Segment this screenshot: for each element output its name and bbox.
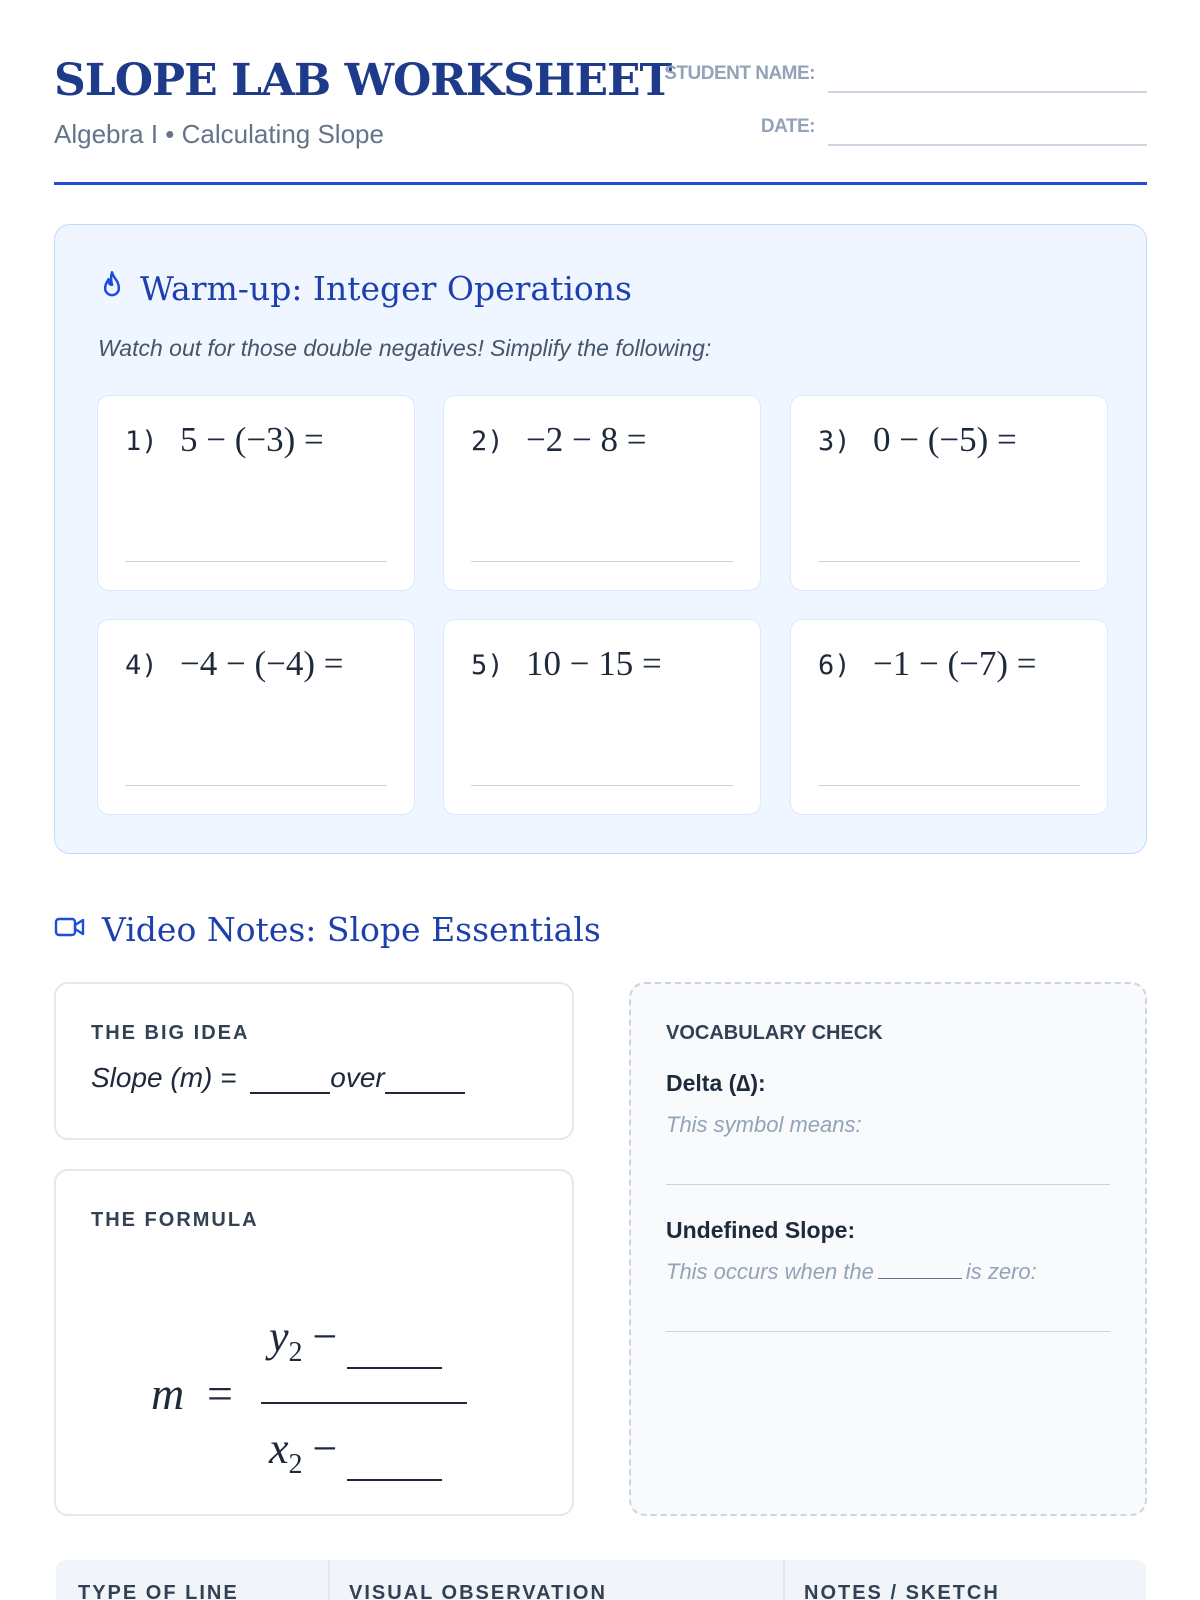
undefined-hint-end: is zero:: [965, 1259, 1037, 1284]
formula-x-subscript: 2: [288, 1448, 303, 1480]
answer-line[interactable]: [125, 785, 387, 786]
flame-icon: [98, 270, 126, 307]
line-types-table-header: [56, 1560, 1146, 1600]
problem-expression: −4 − (−4) =: [180, 644, 344, 683]
undefined-inline-blank[interactable]: [878, 1259, 962, 1279]
problem-expression: 0 − (−5) =: [873, 420, 1017, 459]
formula-x: x: [269, 1424, 289, 1473]
problem-card: [790, 395, 1108, 591]
column-divider: [328, 1560, 330, 1600]
problem-card: [97, 395, 415, 591]
page-subtitle: Algebra I • Calculating Slope: [54, 119, 384, 149]
big-idea-sentence: [91, 1062, 465, 1094]
video-camera-icon: [54, 915, 86, 944]
problem-expression: −1 − (−7) =: [873, 644, 1037, 683]
warmup-title: Warm-up: Integer Operations: [140, 269, 632, 308]
column-header-notes: NOTES / SKETCH: [804, 1582, 1000, 1600]
big-idea-prefix: Slope (m) =: [91, 1062, 245, 1093]
worksheet-header: [54, 55, 1147, 185]
big-idea-over: over: [330, 1062, 385, 1093]
problem-number: 1): [125, 426, 158, 457]
formula-label: THE FORMULA: [91, 1209, 259, 1231]
column-divider: [783, 1560, 785, 1600]
student-name-field[interactable]: [828, 91, 1147, 93]
column-header-type: TYPE OF LINE: [78, 1582, 239, 1600]
problem-number: 5): [471, 650, 504, 681]
formula-equals: =: [207, 1368, 233, 1419]
delta-term: Delta (∆):: [666, 1070, 766, 1096]
problem-number: 6): [818, 650, 851, 681]
video-notes-title: Video Notes: Slope Essentials: [102, 910, 601, 949]
problem-expression: −2 − 8 =: [526, 420, 647, 459]
answer-line[interactable]: [125, 561, 387, 562]
date-label: DATE:: [760, 116, 815, 137]
answer-line[interactable]: [471, 785, 733, 786]
date-field[interactable]: [828, 144, 1147, 146]
problem-number: 2): [471, 426, 504, 457]
rise-blank[interactable]: [250, 1064, 330, 1094]
formula-denominator: [269, 1423, 442, 1481]
problem-number: 4): [125, 650, 158, 681]
warmup-heading: [98, 269, 632, 308]
answer-line[interactable]: [471, 561, 733, 562]
delta-hint: This symbol means:: [666, 1112, 862, 1137]
run-blank[interactable]: [385, 1064, 465, 1094]
fraction-bar: [261, 1402, 467, 1404]
big-idea-label: THE BIG IDEA: [91, 1022, 250, 1044]
student-name-label: STUDENT NAME:: [664, 63, 815, 84]
vocabulary-card: [629, 982, 1147, 1516]
formula-minus: −: [312, 1424, 338, 1473]
problem-number: 3): [818, 426, 851, 457]
slope-formula: [151, 1311, 481, 1491]
column-header-visual: VISUAL OBSERVATION: [349, 1582, 607, 1600]
formula-m: m: [151, 1368, 185, 1419]
page-title: SLOPE LAB WORKSHEET: [54, 55, 672, 106]
denominator-blank[interactable]: [347, 1447, 442, 1481]
problem-card: [443, 619, 761, 815]
formula-minus: −: [312, 1312, 338, 1361]
undefined-slope-term: Undefined Slope:: [666, 1217, 856, 1243]
problem-card: [97, 619, 415, 815]
warmup-instructions: Watch out for those double negatives! Simplify the following:: [98, 335, 712, 361]
warmup-section: [54, 224, 1147, 854]
problem-expression: 5 − (−3) =: [180, 420, 324, 459]
undefined-answer-line[interactable]: [666, 1331, 1110, 1332]
formula-numerator: [269, 1311, 442, 1369]
formula-y-subscript: 2: [288, 1336, 303, 1368]
problem-card: [443, 395, 761, 591]
undefined-slope-hint: [666, 1259, 1037, 1285]
answer-line[interactable]: [818, 785, 1080, 786]
numerator-blank[interactable]: [347, 1335, 442, 1369]
undefined-hint-start: This occurs when the: [666, 1259, 874, 1284]
delta-answer-line[interactable]: [666, 1184, 1110, 1185]
vocabulary-label: VOCABULARY CHECK: [666, 1022, 883, 1044]
problem-card: [790, 619, 1108, 815]
big-idea-card: [54, 982, 574, 1140]
problem-expression: 10 − 15 =: [526, 644, 662, 683]
formula-y: y: [269, 1312, 289, 1361]
video-notes-heading: [54, 910, 601, 949]
formula-card: [54, 1169, 574, 1516]
answer-line[interactable]: [818, 561, 1080, 562]
